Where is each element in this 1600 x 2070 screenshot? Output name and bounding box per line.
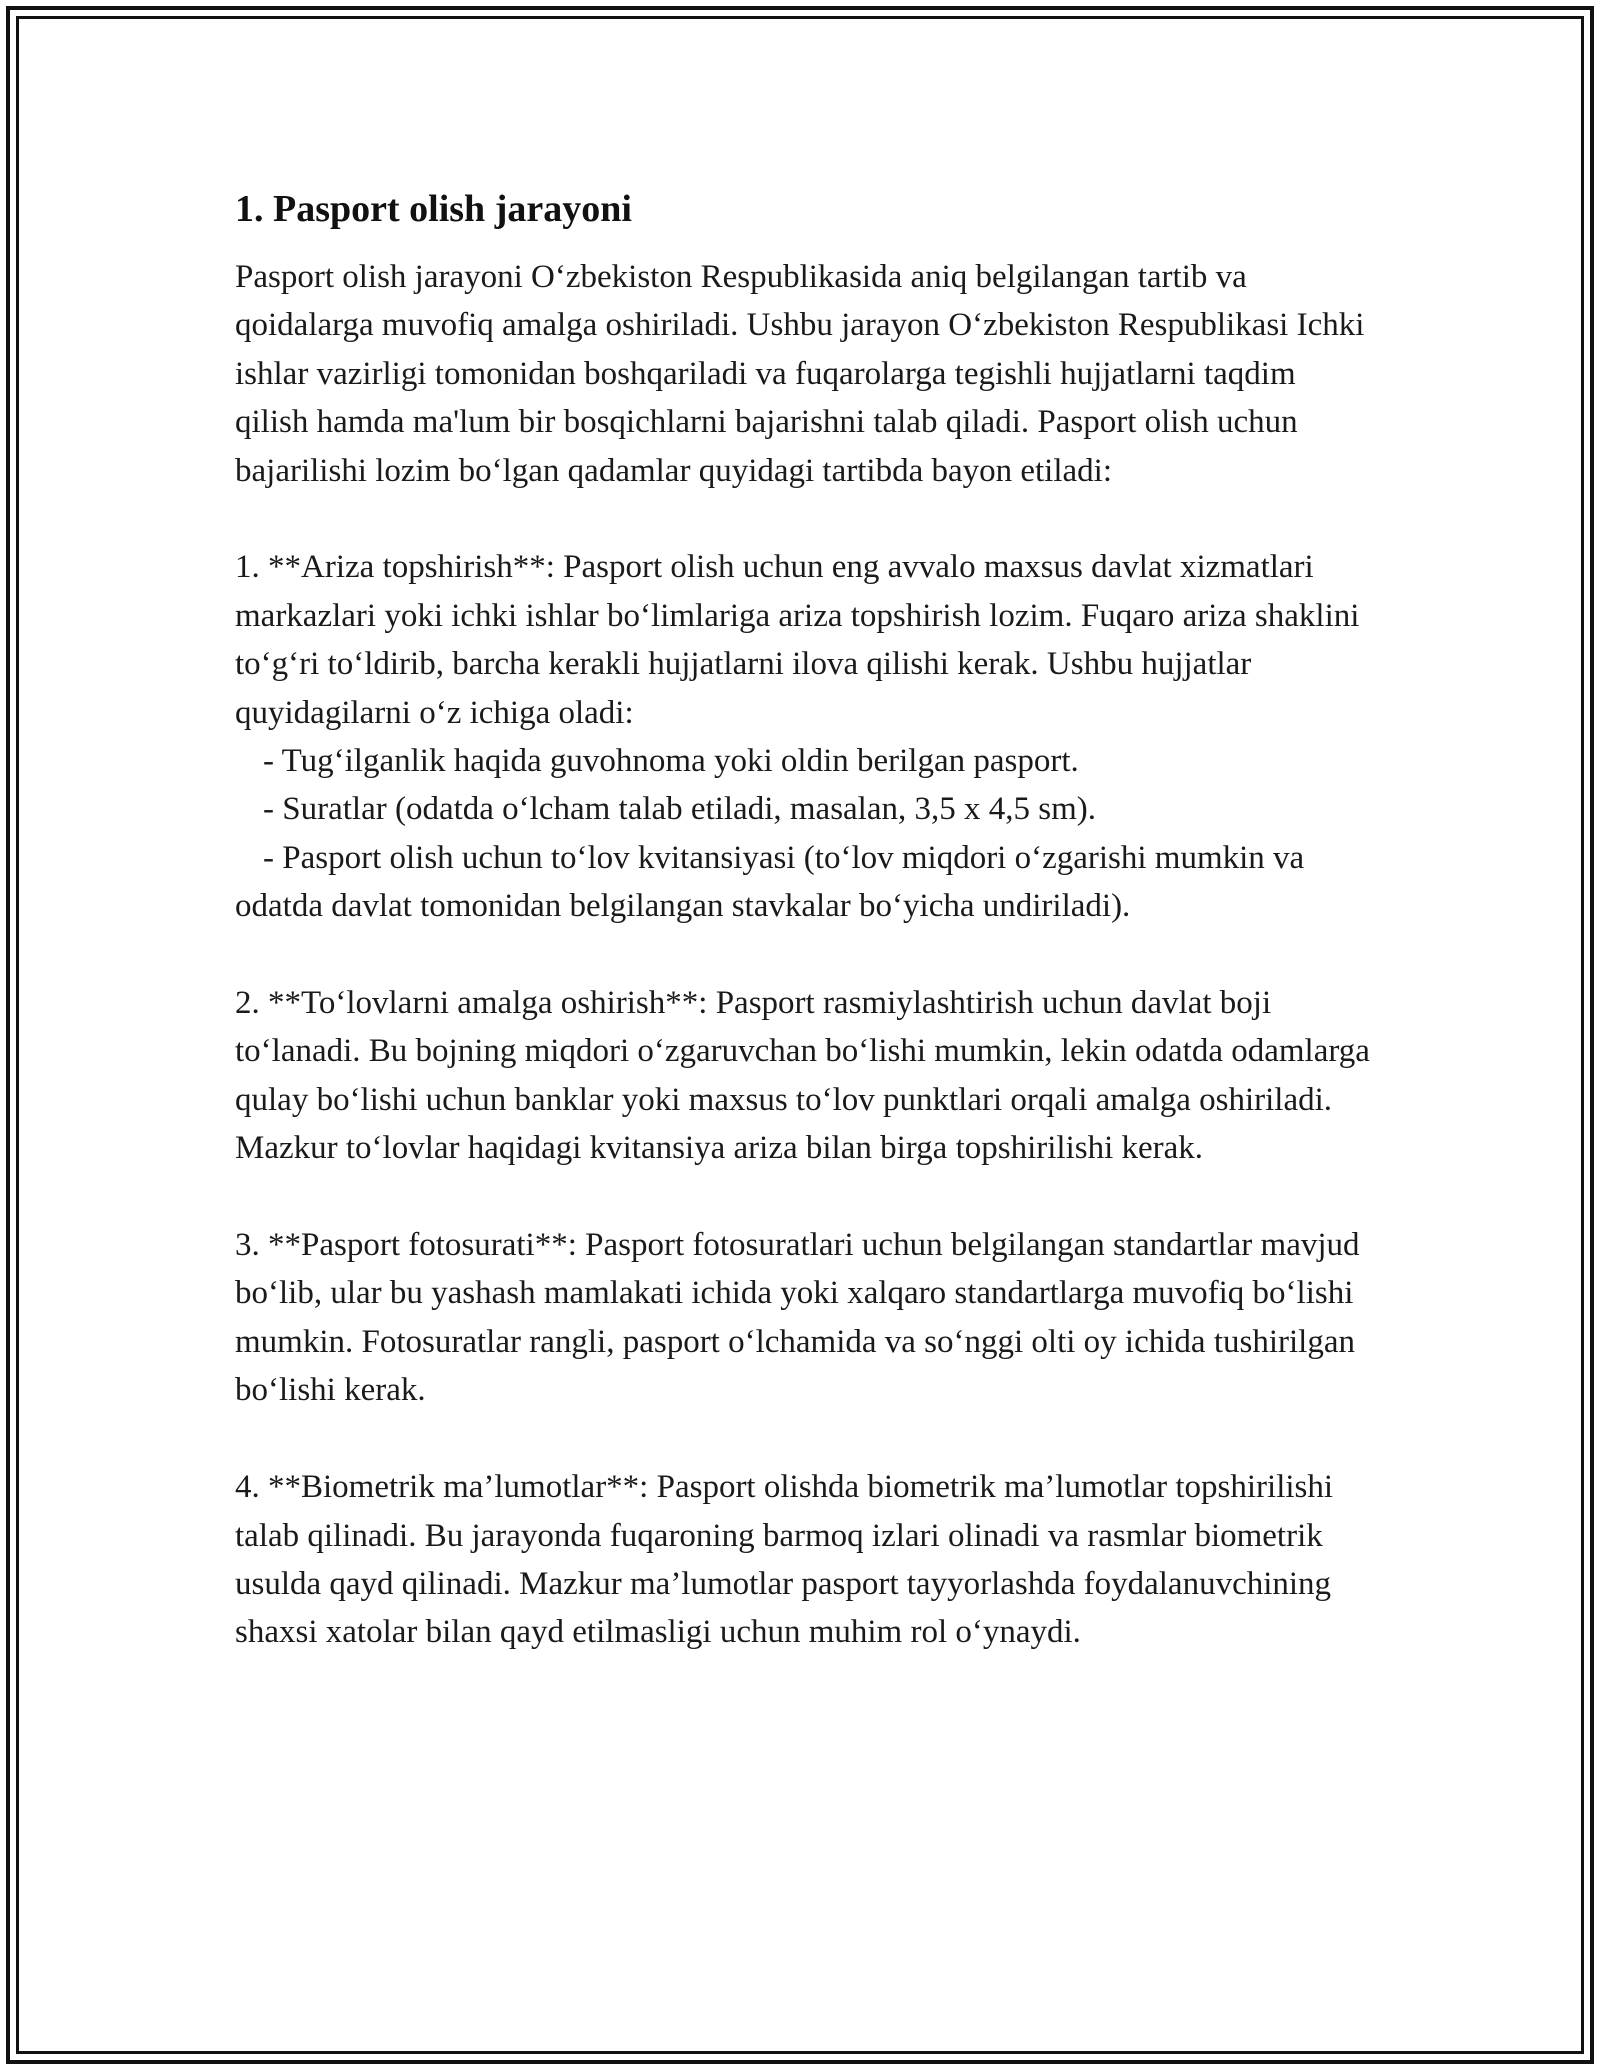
intro-paragraph: Pasport olish jarayoni O‘zbekiston Respublikasida aniq belgilangan tartib va qoidalarga muvofiq amalga oshiriladi. Ushbu jarayon O‘zbekiston Respublikasi Ichki ishlar vazirligi tomonidan boshqariladi va fuqarolarga tegishli hujjatlarni taqdim qilish hamda ma'lum bir bosqichlarni bajarishni talab qiladi. Pasport olish uchun bajarilishi lozim bo‘lgan qadamlar quyidagi tartibda bayon etiladi: — [235, 259, 1365, 489]
step-3-paragraph: 3. **Pasport fotosurati**: Pasport fotosuratlari uchun belgilangan standartlar mavjud bo‘lib, ular bu yashash mamlakati ichida yoki xalqaro standartlarga muvofiq bo‘lishi mumkin. Fotosuratlar rangli, pasport o‘lchamida va so‘nggi olti oy ichida tushirilgan bo‘lishi kerak. — [235, 1227, 1360, 1409]
step-1-list-item: - Tug‘ilganlik haqida guvohnoma yoki oldin berilgan pasport. — [263, 743, 1079, 780]
step-1-list-item: - Pasport olish uchun to‘lov kvitansiyasi (to‘lov miqdori o‘zgarishi mumkin va odatda davlat tomonidan belgilangan stavkalar bo‘yicha undiriladi). — [235, 839, 1305, 925]
step-2-paragraph: 2. **To‘lovlarni amalga oshirish**: Pasport rasmiylashtirish uchun davlat boji to‘lanadi. Bu bojning miqdori o‘zgaruvchan bo‘lishi mumkin, lekin odatda odamlarga qulay bo‘lishi uchun banklar yoki maxsus to‘lov punktlari orqali amalga oshiriladi. Mazkur to‘lovlar haqidagi kvitansiya ariza bilan birga topshirilishi kerak. — [235, 985, 1370, 1167]
document-body — [235, 185, 1375, 1705]
step-4-paragraph: 4. **Biometrik ma’lumotlar**: Pasport olishda biometrik ma’lumotlar topshirilishi talab qilinadi. Bu jarayonda fuqaroning barmoq izlari olinadi va rasmlar biometrik usulda qayd qilinadi. Mazkur ma’lumotlar pasport tayyorlashda foydalanuvchining shaxsi xatolar bilan qayd etilmasligi uchun muhim rol o‘ynaydi. — [235, 1469, 1334, 1651]
step-1-text: 1. **Ariza topshirish**: Pasport olish uchun eng avvalo maxsus davlat xizmatlari markazlari yoki ichki ishlar bo‘limlariga ariza topshirish lozim. Fuqaro ariza shaklini to‘g‘ri to‘ldirib, barcha kerakli hujjatlarni ilova qilishi kerak. Ushbu hujjatlar quyidagilarni o‘z ichiga oladi: — [235, 549, 1360, 731]
section-heading: 1. Pasport olish jarayoni — [235, 188, 632, 230]
step-1-list-item: - Suratlar (odatda o‘lcham talab etiladi, masalan, 3,5 x 4,5 sm). — [263, 791, 1096, 828]
step-1-paragraph — [235, 543, 1375, 930]
